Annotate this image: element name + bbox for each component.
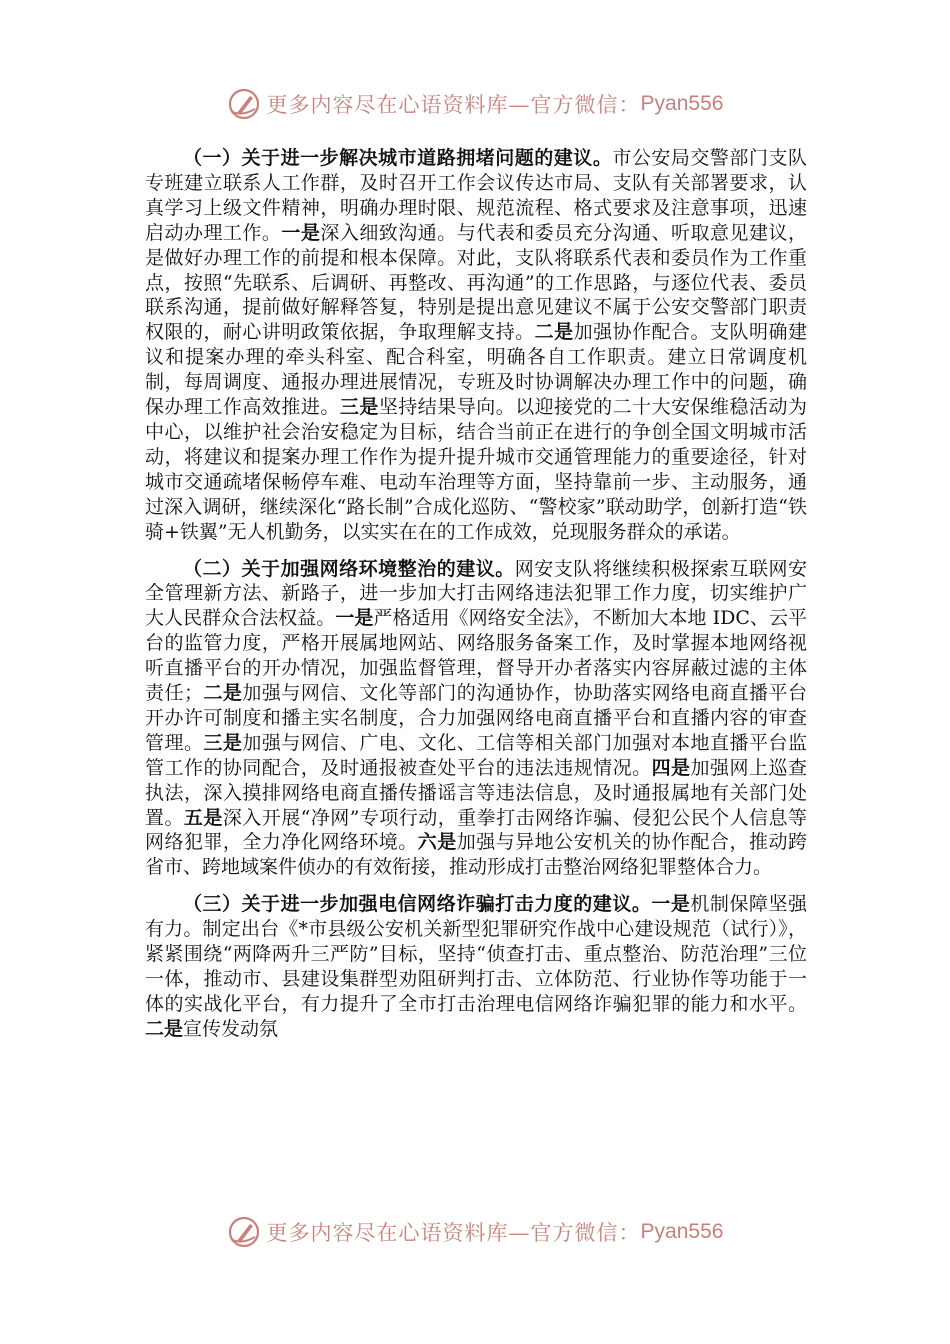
watermark-banner-bottom	[0, 1212, 950, 1252]
section-2-text: 加强与异地公安机关的协作配合，推动跨省市、跨地域案件侦办的有效衔接，推动形成打击整治网络犯罪整体合力。	[145, 831, 807, 879]
section-2-text: 严格适用《网络安全法》，不断加大本地 IDC、云平台的监管力度，严格开展属地网站、网络服务备案工作，及时掌握本地网络视听直播平台的开办情况，加强监督管理，督导开办者落实内容屏蔽过滤的主体责任；	[145, 607, 807, 705]
section-2-point-3: 三是	[203, 731, 243, 754]
section-2-point-6: 六是	[417, 831, 457, 854]
section-1-text: 深入细致沟通。与代表和委员充分沟通、听取意见建议，是做好办理工作的前提和根本保障。对此，支队将联系代表和委员作为工作重点，按照“先联系、后调研、再整改、再沟通”的工作思路，与逐位代表、委员联系沟通，提前做好解释答复，特别是提出意见建议不属于公安交警部门职责权限的，耐心讲明政策依据，争取理解支持。	[145, 221, 807, 344]
watermark-text: 更多内容尽在心语资料库—官方微信：	[266, 93, 641, 117]
section-1-point-1: 一是	[281, 221, 321, 244]
section-1-text: 市公安局交警部门支队专班建立联系人工作群，及时召开工作会议传达市局、支队有关部署要求，认真学习上级文件精神，明确办理时限、规范流程、格式要求及注意事项，迅速启动办理工作。	[145, 147, 807, 244]
section-1-point-2: 二是	[534, 321, 574, 344]
section-2-text: 加强网上巡查执法，深入摸排网络电商直播传播谣言等违法信息，及时通报属地有关部门处置。	[145, 756, 807, 829]
pen-circle-icon	[227, 87, 261, 121]
watermark-brand: Pyan556	[640, 92, 724, 115]
document-body	[145, 146, 807, 1054]
section-2	[145, 557, 807, 881]
watermark-text: 更多内容尽在心语资料库—官方微信：	[266, 1221, 641, 1245]
section-3	[145, 892, 807, 1041]
section-2-point-4: 四是	[651, 756, 691, 779]
section-2-point-5: 五是	[183, 806, 223, 829]
section-1	[145, 146, 807, 545]
section-3-point-2: 二是	[145, 1017, 184, 1040]
section-2-text: 加强与网信、广电、文化、工信等相关部门加强对本地直播平台监管工作的协同配合，及时通报被查处平台的违法违规情况。	[145, 731, 807, 779]
section-1-point-3: 三是	[339, 396, 379, 419]
section-3-point-1: 一是	[651, 893, 691, 916]
watermark-brand: Pyan556	[640, 1220, 724, 1243]
section-3-text: 宣传发动氛	[183, 1017, 279, 1040]
section-2-heading: （二）关于加强网络环境整治的建议。	[183, 557, 515, 580]
pen-circle-icon	[227, 1215, 261, 1249]
section-2-text: 加强与网信、文化等部门的沟通协作，协助落实网络电商直播平台开办许可制度和播主实名制度，合力加强网络电商直播平台和直播内容的审查管理。	[145, 682, 807, 754]
section-3-heading: （三）关于进一步加强电信网络诈骗打击力度的建议。	[183, 893, 652, 916]
section-2-text: 网安支队将继续积极探索互联网安全管理新方法、新路子，进一步加大打击网络违法犯罪工作力度，切实维护广大人民群众合法权益。	[145, 557, 807, 630]
section-2-point-1: 一是	[335, 607, 374, 630]
watermark-banner-top	[0, 84, 950, 124]
section-2-text: 深入开展“净网”专项行动，重拳打击网络诈骗、侵犯公民个人信息等网络犯罪，全力净化网络环境。	[145, 806, 807, 854]
section-1-text: 加强协作配合。支队明确建议和提案办理的牵头科室、配合科室，明确各自工作职责。建立日常调度机制，每周调度、通报办理进展情况，专班及时协调解决办理工作中的问题，确保办理工作高效推进。	[145, 321, 807, 419]
section-1-text: 坚持结果导向。以迎接党的二十大安保维稳活动为中心，以维护社会治安稳定为目标，结合当前正在进行的争创全国文明城市活动，将建议和提案办理工作作为提升提升城市交通管理能力的重要途径，针对城市交通疏堵保畅停车难、电动车治理等方面，坚持靠前一步、主动服务，通过深入调研，继续深化“路长制”合成化巡防、“警校家”联动助学，创新打造“铁骑+铁翼”无人机勤务，以实实在在的工作成效，兑现服务群众的承诺。	[145, 396, 807, 543]
section-3-text: 机制保障坚强有力。制定出台《*市县级公安机关新型犯罪研究作战中心建设规范（试行）》，紧紧围绕“两降两升三严防”目标，坚持“侦查打击、重点整治、防范治理”三位一体，推动市、县建设集群型劝阻研判打击、立体防范、行业协作等功能于一体的实战化平台，有力提升了全市打击治理电信网络诈骗犯罪的能力和水平。	[145, 893, 807, 1015]
section-1-heading: （一）关于进一步解决城市道路拥堵问题的建议。	[183, 147, 613, 169]
section-2-point-2: 二是	[202, 682, 243, 705]
